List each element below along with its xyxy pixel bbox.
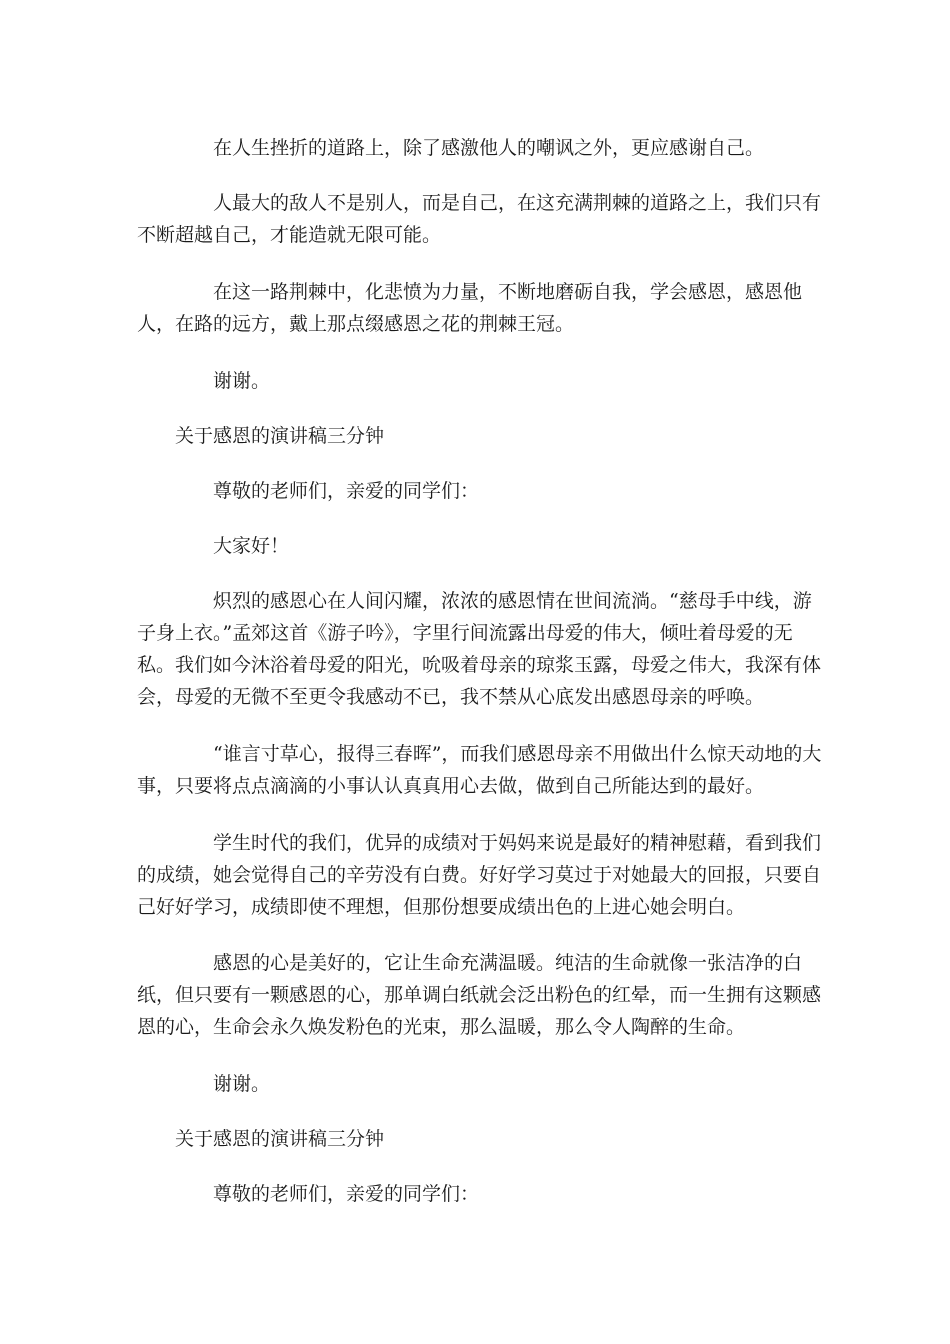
paragraph-student-days: 学生时代的我们，优异的成绩对于妈妈来说是最好的精神慰藉，看到我们的成绩，她会觉得自己的辛劳没有白费。好好学习莫过于对她最大的回报，只要自己好好学习，成绩即使不理想，但那份想要成绩出色的上进心她会明白。 bbox=[137, 832, 822, 918]
thanks-1: 谢谢。 bbox=[213, 370, 271, 392]
paragraph-3: 在这一路荆棘中，化悲愤为力量，不断地磨砺自我，学会感恩，感恩他人，在路的远方，戴上那点缀感恩之花的荆棘王冠。 bbox=[137, 281, 803, 335]
paragraph-1: 在人生挫折的道路上，除了感激他人的嘲讽之外，更应感谢自己。 bbox=[213, 137, 765, 159]
paragraph-grateful-heart: 感恩的心是美好的，它让生命充满温暖。纯洁的生命就像一张洁净的白纸，但只要有一颗感恩的心，那单调白纸就会泛出粉色的红晕，而一生拥有这颗感恩的心，生命会永久焕发粉色的光束，那么温暖，那么令人陶醉的生命。 bbox=[137, 952, 822, 1038]
thanks-2: 谢谢。 bbox=[213, 1073, 271, 1095]
greeting: 大家好！ bbox=[213, 535, 290, 557]
paragraph-grass-heart: “谁言寸草心，报得三春晖”，而我们感恩母亲不用做出什么惊天动地的大事，只要将点点滴滴的小事认认真真用心去做，做到自己所能达到的最好。 bbox=[137, 743, 822, 797]
salutation-1: 尊敬的老师们，亲爱的同学们： bbox=[213, 480, 480, 502]
salutation-2: 尊敬的老师们，亲爱的同学们： bbox=[213, 1183, 480, 1205]
speech-title-1: 关于感恩的演讲稿三分钟 bbox=[175, 425, 385, 447]
paragraph-2: 人最大的敌人不是别人，而是自己，在这充满荆棘的道路之上，我们只有不断超越自己，才能造就无限可能。 bbox=[137, 192, 822, 246]
paragraph-mother-love: 炽烈的感恩心在人间闪耀，浓浓的感恩情在世间流淌。“慈母手中线，游子身上衣。”孟郊这首《游子吟》，字里行间流露出母爱的伟大，倾吐着母爱的无私。我们如今沐浴着母爱的阳光，吮吸着母亲的琼浆玉露，母爱之伟大，我深有体会，母爱的无微不至更令我感动不已，我不禁从心底发出感恩母亲的呼唤。 bbox=[137, 590, 822, 708]
speech-title-2: 关于感恩的演讲稿三分钟 bbox=[175, 1128, 385, 1150]
